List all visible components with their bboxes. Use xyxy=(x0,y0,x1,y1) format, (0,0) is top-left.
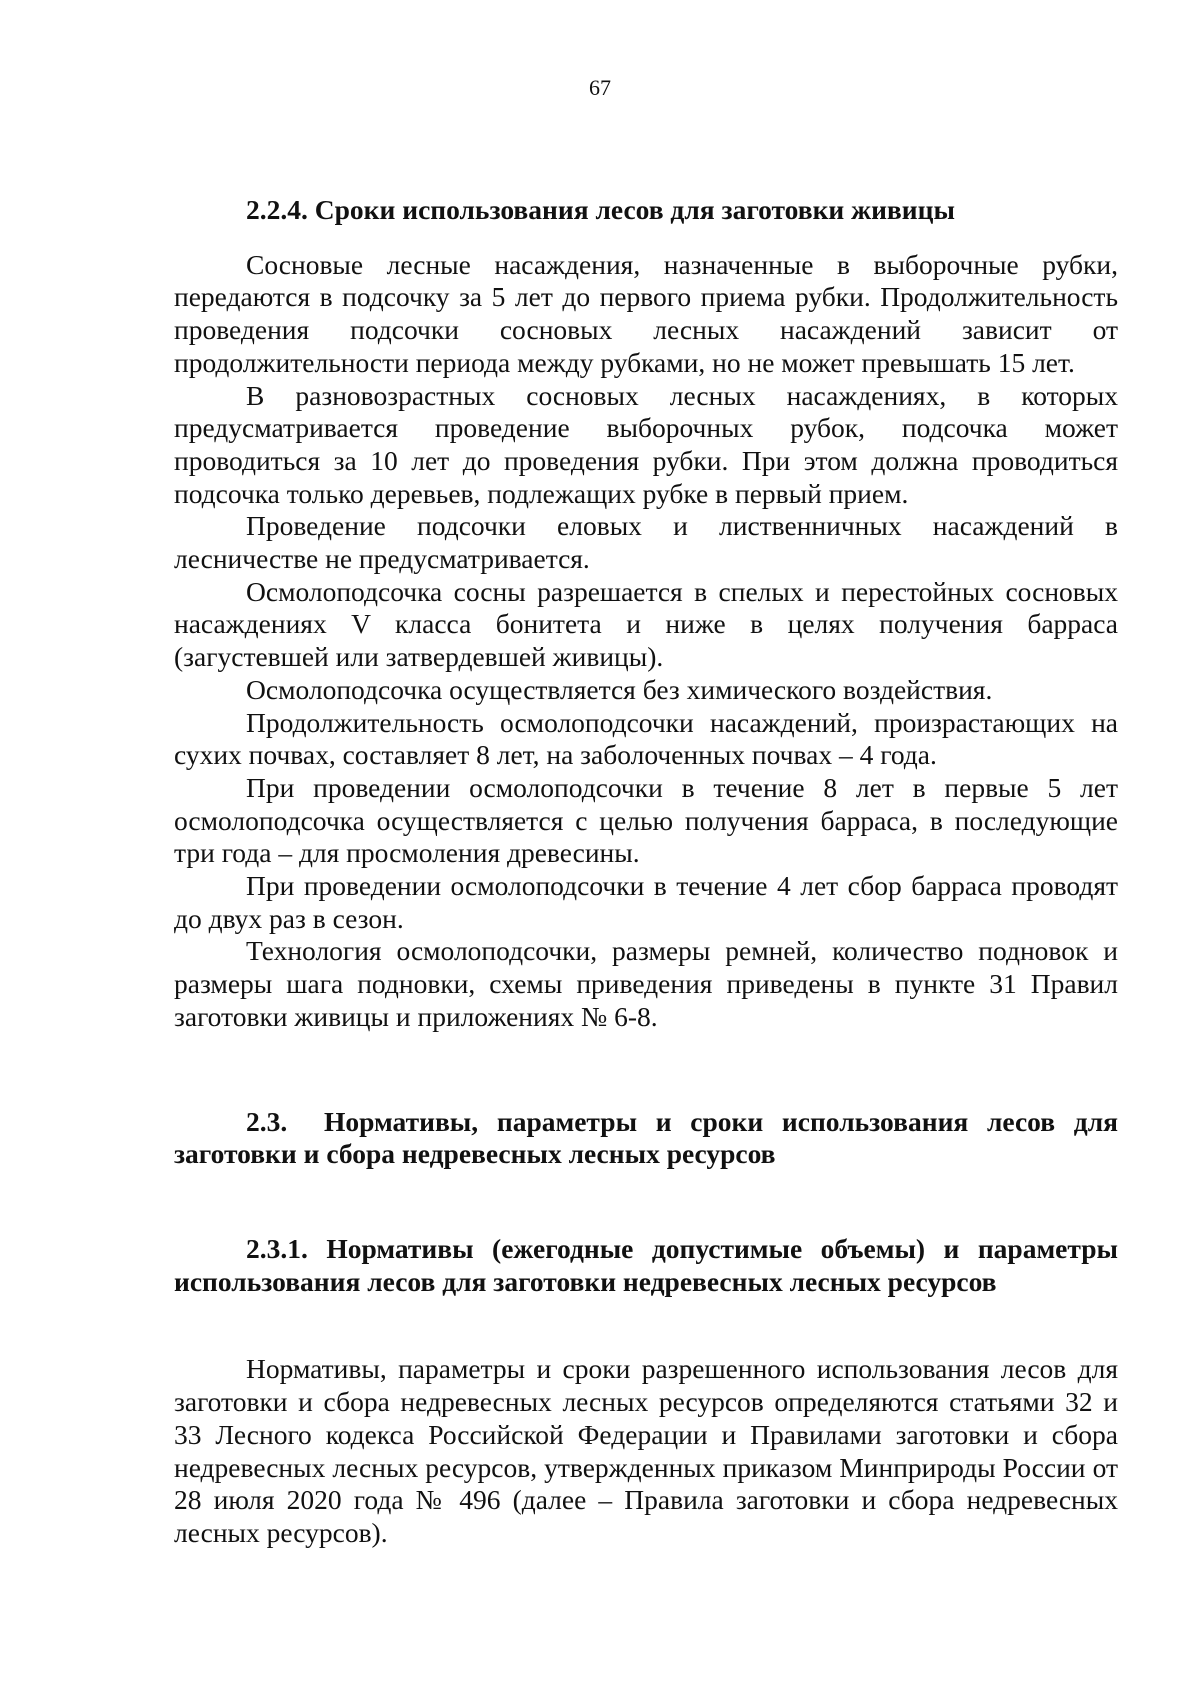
paragraph: Нормативы, параметры и сроки разрешенного использования лесов для заготовки и сбора недревесных лесных ресурсов определяются статьями 32 и 33 Лесного кодекса Российской Федерации и Правилами заготовки и сбора недревесных лесных ресурсов, утвержденных приказом Минприроды России от 28 июля 2020 года № 496 (далее – Правила заготовки и сбора недревесных лесных ресурсов). xyxy=(174,1353,1118,1548)
page-content xyxy=(174,194,1118,1550)
paragraph: Проведение подсочки еловых и лиственничных насаждений в лесничестве не предусматривается. xyxy=(174,510,1118,575)
paragraph: В разновозрастных сосновых лесных насаждениях, в которых предусматривается проведение выборочных рубок, подсочка может проводиться за 10 лет до проведения рубки. При этом должна проводиться подсочка только деревьев, подлежащих рубке в первый прием. xyxy=(174,379,1118,509)
paragraph: Осмолоподсочка сосны разрешается в спелых и перестойных сосновых насаждениях V класса бонитета и ниже в целях получения барраса (загустевшей или затвердевшей живицы). xyxy=(174,575,1118,673)
paragraph: Сосновые лесные насаждения, назначенные в выборочные рубки, передаются в подсочку за 5 лет до первого приема рубки. Продолжительность проведения подсочки сосновых лесных насаждений зависит от продолжительности периода между рубками, но не может превышать 15 лет. xyxy=(174,248,1118,378)
section-2-3-number: 2.3. xyxy=(246,1105,288,1137)
page-number: 67 xyxy=(589,75,611,100)
paragraph: Продолжительность осмолоподсочки насаждений, произрастающих на сухих почвах, составляет 8 лет, на заболоченных почвах – 4 года. xyxy=(174,706,1118,771)
paragraph: Технология осмолоподсочки, размеры ремней, количество подновок и размеры шага подновки, схемы приведения приведены в пункте 31 Правил заготовки живицы и приложениях № 6-8. xyxy=(174,935,1118,1032)
section-2-3-title: Нормативы, параметры и сроки использования лесов для заготовки и сбора недревесных лесных ресурсов xyxy=(174,1105,1118,1170)
section-2-3-heading xyxy=(174,1106,1118,1171)
paragraph: При проведении осмолоподсочки в течение 8 лет в первые 5 лет осмолоподсочка осуществляется с целью получения барраса, в последующие три года – для просмоления древесины. xyxy=(174,771,1118,869)
paragraph: При проведении осмолоподсочки в течение 4 лет сбор барраса проводят до двух раз в сезон. xyxy=(174,870,1118,934)
section-2-3-1-heading: 2.3.1. Нормативы (ежегодные допустимые объемы) и параметры использования лесов для заготовки недревесных лесных ресурсов xyxy=(174,1232,1118,1297)
paragraph: Осмолоподсочка осуществляется без химического воздействия. xyxy=(246,673,993,705)
section-2-2-4-heading: 2.2.4. Сроки использования лесов для заготовки живицы xyxy=(246,194,955,225)
